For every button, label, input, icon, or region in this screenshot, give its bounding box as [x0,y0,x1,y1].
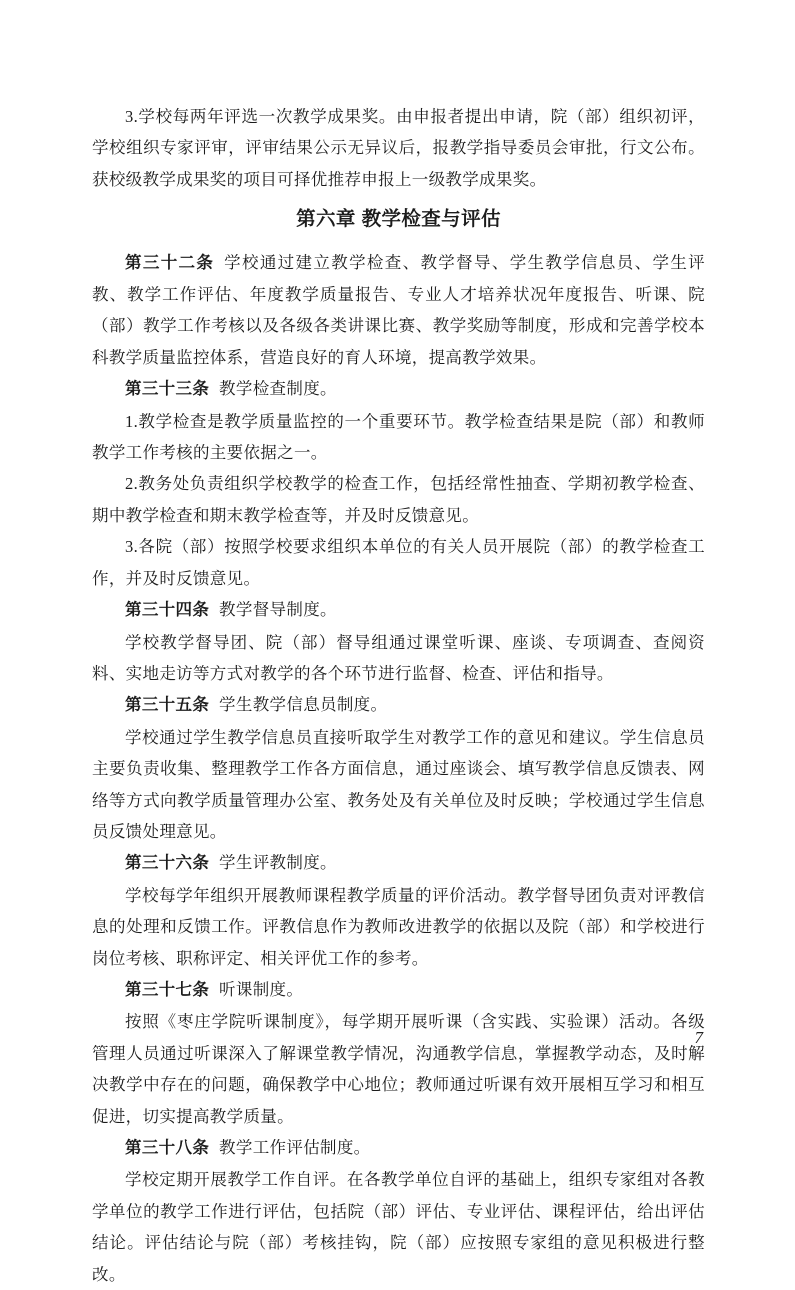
article-paragraph [92,594,705,626]
article-paragraph [92,689,705,721]
article-paragraph [92,373,705,405]
article-paragraph [92,1132,705,1164]
article-body: 教学工作评估制度。 [219,1138,371,1157]
body-paragraph: 3.各院（部）按照学校要求组织本单位的有关人员开展院（部）的教学检查工作，并及时反馈意见。 [92,537,705,588]
article-number: 第三十六条 [125,854,210,873]
article-body: 听课制度。 [219,979,304,999]
article-number: 第三十四条 [125,601,210,620]
chapter-heading: 第六章 教学检查与评估 [296,208,501,231]
body-paragraph: 学校定期开展教学工作自评。在各教学单位自评的基础上，组织专家组对各教学单位的教学工作进行评估，包括院（部）评估、专业评估、课程评估，给出评估结论。评估结论与院（部）考核挂钩，院（部）应按照专家组的意见积极进行整改。 [92,1170,705,1284]
article-body: 学生教学信息员制度。 [219,695,388,715]
article-paragraph [92,974,705,1006]
body-paragraph: 学校教学督导团、院（部）督导组通过课堂听课、座谈、专项调查、查阅资料、实地走访等方式对教学的各个环节进行监督、检查、评估和指导。 [92,632,705,683]
article-body: 学生评教制度。 [219,853,337,873]
article-body: 学校通过建立教学检查、教学督导、学生教学信息员、学生评教、教学工作评估、年度教学质量报告、专业人才培养状况年度报告、听课、院（部）教学工作考核以及各级各类讲课比赛、教学奖励等制度，形成和完善学校本科教学质量监控体系，营造良好的育人环境，提高教学效果。 [92,252,705,367]
article-number: 第三十二条 [125,253,215,272]
body-paragraph: 学校每学年组织开展教师课程教学质量的评价活动。教学督导团负责对评教信息的处理和反馈工作。评教信息作为教师改进教学的依据以及院（部）和学校进行岗位考核、职称评定、相关评优工作的参考。 [92,885,705,968]
article-number: 第三十八条 [125,1139,210,1157]
body-paragraph: 3.学校每两年评选一次教学成果奖。由申报者提出申请，院（部）组织初评，学校组织专家评审，评审结果公示无异议后，报教学指导委员会审批，行文公布。获校级教学成果奖的项目可择优推荐申报上一级教学成果奖。 [92,107,705,189]
body-paragraph: 学校通过学生教学信息员直接听取学生对教学工作的意见和建议。学生信息员主要负责收集、整理教学工作各方面信息，通过座谈会、填写教学信息反馈表、网络等方式向教学质量管理办公室、教务处及有关单位及时反映；学校通过学生信息员反馈处理意见。 [92,727,705,841]
article-number: 第三十五条 [125,696,210,715]
body-paragraph: 1.教学检查是教学质量监控的一个重要环节。教学检查结果是院（部）和教师教学工作考核的主要依据之一。 [92,411,705,463]
body-paragraph: 2.教务处负责组织学校教学的检查工作，包括经常性抽查、学期初教学检查、期中教学检查和期末教学检查等，并及时反馈意见。 [92,474,705,525]
page-number: 7 [694,1028,703,1047]
article-paragraph [92,247,705,374]
body-paragraph: 按照《枣庄学院听课制度》，每学期开展听课（含实践、实验课）活动。各级管理人员通过听课深入了解课堂教学情况，沟通教学信息，掌握教学动态，及时解决教学中存在的问题，确保教学中心地位；教师通过听课有效开展相互学习和相互促进，切实提高教学质量。 [92,1012,705,1126]
article-body: 教学督导制度。 [219,600,337,620]
article-body: 教学检查制度。 [219,379,337,399]
document-text-block [92,101,705,1290]
article-number: 第三十三条 [125,380,210,399]
article-paragraph [92,847,705,879]
article-number: 第三十七条 [125,980,210,999]
